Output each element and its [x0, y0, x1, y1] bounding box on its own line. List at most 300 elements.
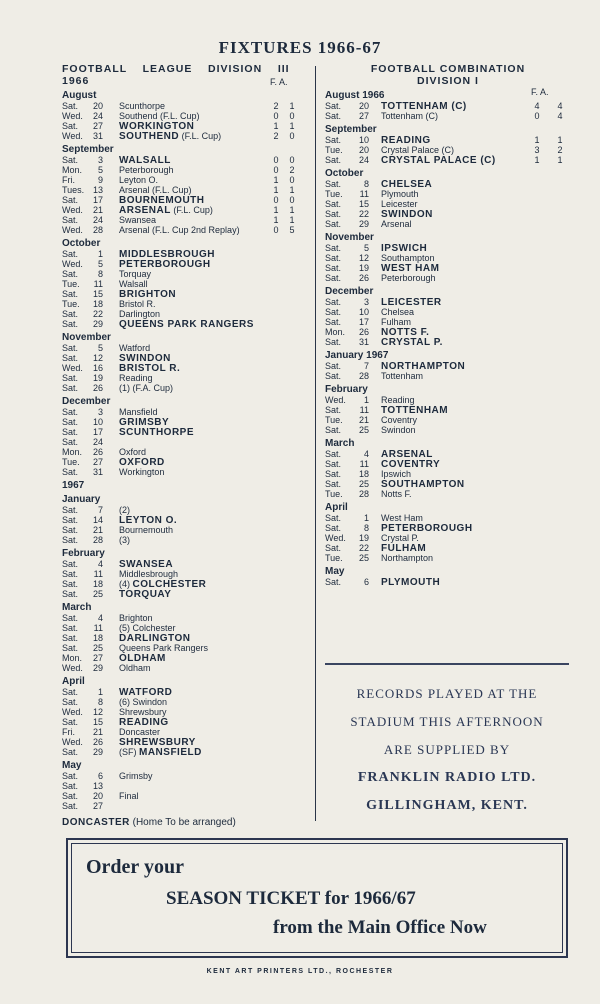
- fixture-day: Wed.: [62, 663, 83, 673]
- fixture-opponent-cell: [119, 319, 254, 330]
- fixture-date: 27: [92, 457, 103, 467]
- away-opponent: Bristol R.: [119, 299, 156, 309]
- fixture-date: 11: [93, 279, 103, 289]
- fixture-day: Sat.: [325, 449, 342, 459]
- home-opponent: WEST HAM: [381, 263, 440, 274]
- away-opponent: Chelsea: [381, 307, 415, 317]
- home-opponent: SWINDON: [381, 209, 433, 220]
- fixture-day: Sat.: [62, 623, 79, 633]
- home-opponent: NOTTS F.: [381, 327, 430, 338]
- home-opponent: SCUNTHORPE: [119, 427, 195, 438]
- goals-for: 2: [273, 131, 279, 141]
- fixture-date: 21: [92, 205, 103, 215]
- fixture-opponent-cell: [381, 425, 416, 435]
- fixture-day: Tue.: [62, 457, 80, 467]
- fixture-date: 15: [358, 199, 369, 209]
- fixture-opponent-cell: [119, 505, 130, 515]
- month-heading: October: [325, 168, 364, 179]
- fixture-date: 1: [97, 687, 103, 697]
- away-opponent: Peterborough: [381, 273, 436, 283]
- home-opponent: BRIGHTON: [119, 289, 177, 300]
- home-opponent: CRYSTAL PALACE (C): [381, 155, 496, 166]
- page-title: FIXTURES 1966-67: [218, 38, 382, 57]
- fixture-day: Sat.: [325, 469, 342, 479]
- fixture-row: [62, 269, 302, 279]
- fixture-opponent-cell: [381, 145, 454, 155]
- fixture-row: [325, 219, 571, 229]
- fixture-row: [62, 165, 302, 175]
- fixture-day: Mon.: [62, 165, 83, 175]
- fixture-day: Sat.: [62, 747, 79, 757]
- fixture-row: [62, 249, 302, 259]
- fixture-date: 29: [92, 663, 103, 673]
- fixture-row: [325, 145, 571, 155]
- fixture-day: Wed.: [62, 205, 83, 215]
- fixture-row: [325, 209, 571, 219]
- home-opponent: FULHAM: [381, 543, 427, 554]
- fixture-date: 11: [93, 569, 103, 579]
- fixture-day: Sat.: [325, 199, 342, 209]
- month-heading: November: [62, 332, 111, 343]
- home-opponent: SWANSEA: [119, 559, 174, 570]
- fixture-opponent-cell: [119, 663, 151, 673]
- fixture-day: Sat.: [325, 135, 342, 145]
- fixture-date: 3: [97, 155, 103, 165]
- fixture-row: [62, 185, 302, 195]
- fixture-day: Sat.: [325, 273, 342, 283]
- fixture-opponent-cell: [381, 155, 496, 166]
- fixture-date: 27: [92, 653, 103, 663]
- fixture-day: Sat.: [62, 781, 79, 791]
- fixture-date: 3: [363, 297, 369, 307]
- fixture-day: Tue.: [325, 489, 343, 499]
- fixture-row: [62, 353, 302, 363]
- fixture-day: Wed.: [62, 225, 83, 235]
- column-divider: [315, 66, 316, 821]
- away-opponent: Brighton: [119, 613, 153, 623]
- fixture-opponent-cell: [381, 415, 417, 425]
- home-opponent: QUEENS PARK RANGERS: [119, 319, 254, 330]
- fixture-date: 14: [92, 515, 103, 525]
- fixture-date: 16: [92, 363, 103, 373]
- fixture-date: 19: [358, 263, 369, 273]
- away-opponent: Doncaster: [119, 727, 161, 737]
- goals-against: 0: [289, 175, 295, 185]
- away-opponent: Swansea: [119, 215, 157, 225]
- fixture-day: Fri.: [62, 175, 75, 185]
- goals-for: 1: [273, 205, 279, 215]
- fixture-date: 28: [92, 225, 103, 235]
- goals-against: 1: [289, 101, 295, 111]
- away-opponent: Grimsby: [119, 771, 153, 781]
- fixture-date: 15: [92, 289, 103, 299]
- fixture-row: [325, 297, 571, 307]
- home-opponent: OLDHAM: [119, 653, 166, 664]
- fixture-row: [62, 407, 302, 417]
- fixture-opponent-cell: [119, 643, 208, 653]
- fixture-row: [325, 307, 571, 317]
- home-opponent: MIDDLESBROUGH: [119, 249, 215, 260]
- away-opponent: Crystal Palace (C): [381, 145, 455, 155]
- fixture-row: [325, 449, 571, 459]
- month-heading: March: [325, 438, 355, 449]
- records-notice: [325, 680, 569, 820]
- away-opponent: Mansfield: [119, 407, 158, 417]
- goals-for: 1: [273, 185, 279, 195]
- away-opponent: Reading: [119, 373, 153, 383]
- fixture-date: 13: [92, 781, 103, 791]
- fixture-opponent-cell: [119, 407, 158, 417]
- fixture-opponent-cell: [381, 253, 435, 263]
- home-opponent: COLCHESTER: [132, 579, 207, 590]
- fixture-date: 8: [97, 697, 103, 707]
- records-line-3: ARE SUPPLIED BY: [383, 742, 511, 757]
- home-opponent: BRISTOL R.: [119, 363, 181, 374]
- fixture-day: Wed.: [62, 707, 83, 717]
- fixture-day: Sat.: [62, 791, 79, 801]
- fixture-day: Tue.: [62, 279, 80, 289]
- fixture-date: 11: [359, 405, 369, 415]
- away-opponent: Coventry: [381, 415, 418, 425]
- fixture-day: Sat.: [325, 317, 342, 327]
- fixture-opponent-cell: [381, 111, 438, 121]
- fixture-row: [325, 101, 571, 111]
- fixture-opponent-cell: [119, 343, 150, 353]
- away-opponent: (1) (F.A. Cup): [119, 383, 174, 393]
- fixture-date: 28: [358, 489, 369, 499]
- home-opponent: WALSALL: [119, 155, 171, 166]
- home-opponent: PETERBOROUGH: [381, 523, 473, 534]
- fixture-day: Wed.: [62, 363, 83, 373]
- fixture-day: Tue.: [325, 189, 343, 199]
- fixture-row: [62, 259, 302, 269]
- fixture-opponent-cell: [381, 489, 412, 499]
- home-opponent: ARSENAL: [381, 449, 433, 460]
- fixture-date: 3: [97, 407, 103, 417]
- fixture-day: Sat.: [62, 383, 79, 393]
- fixture-date: 22: [358, 209, 369, 219]
- fixture-day: Sat.: [325, 371, 342, 381]
- fixture-day: Sat.: [62, 525, 79, 535]
- fixture-day: Sat.: [325, 307, 342, 317]
- home-opponent: GRIMSBY: [119, 417, 170, 428]
- fixture-opponent-cell: [119, 727, 160, 737]
- goals-for: 1: [273, 121, 279, 131]
- home-opponent: SOUTHAMPTON: [381, 479, 465, 490]
- fixture-date: 4: [97, 559, 103, 569]
- league-header: FOOTBALL LEAGUE DIVISION III: [62, 63, 290, 75]
- away-opponent: Workington: [119, 467, 165, 477]
- fixture-row: [62, 525, 302, 535]
- away-opponent: Leyton O.: [119, 175, 159, 185]
- fixture-row: [325, 405, 571, 415]
- fixture-date: 25: [92, 643, 103, 653]
- fixture-day: Sat.: [62, 771, 79, 781]
- month-heading: April: [62, 676, 85, 687]
- home-opponent: CHELSEA: [381, 179, 433, 190]
- fixture-opponent-cell: [119, 165, 174, 175]
- league-year: 1966: [62, 75, 90, 87]
- fixture-day: Mon.: [325, 327, 346, 337]
- fixture-opponent-cell: [381, 337, 443, 348]
- fixture-row: [62, 457, 302, 467]
- fixture-date: 25: [358, 553, 369, 563]
- goals-for: 3: [534, 145, 540, 155]
- fixture-day: Sat.: [62, 309, 79, 319]
- fixture-row: [62, 309, 302, 319]
- away-opponent: Arsenal (F.L. Cup): [119, 185, 192, 195]
- fixture-date: 5: [97, 165, 103, 175]
- away-opponent: (5) Colchester: [119, 623, 176, 633]
- fixture-opponent-cell: [381, 371, 423, 381]
- away-opponent: West Ham: [381, 513, 423, 523]
- fixture-date: 29: [358, 219, 369, 229]
- home-opponent: TORQUAY: [119, 589, 172, 600]
- fixture-row: [62, 515, 302, 525]
- fixture-row: [325, 459, 571, 469]
- fixture-opponent-cell: [119, 299, 156, 309]
- fixture-row: [62, 289, 302, 299]
- fixture-day: Fri.: [62, 727, 75, 737]
- fixture-row: [62, 363, 302, 373]
- fixture-opponent-cell: [119, 279, 148, 289]
- fixture-opponent-cell: [119, 131, 221, 142]
- fixture-row: [325, 189, 571, 199]
- fixture-opponent-cell: [381, 199, 418, 209]
- goals-against: 4: [557, 111, 563, 121]
- fixture-row: [62, 319, 302, 329]
- fixture-date: 31: [358, 337, 369, 347]
- fixture-row: [325, 395, 571, 405]
- fixture-day: Sat.: [62, 373, 79, 383]
- fixture-opponent-cell: [119, 101, 165, 111]
- fixture-date: 12: [92, 353, 103, 363]
- fixture-day: Sat.: [62, 417, 79, 427]
- away-opponent: Arsenal (F.L. Cup 2nd Replay): [119, 225, 240, 235]
- fixture-date: 24: [92, 437, 103, 447]
- month-heading: December: [325, 286, 374, 297]
- fixture-day: Sat.: [62, 613, 79, 623]
- fixture-opponent-cell: [381, 469, 411, 479]
- fixture-day: Sat.: [325, 425, 342, 435]
- fixture-day: Sat.: [62, 437, 79, 447]
- goals-for: 4: [534, 101, 540, 111]
- fixture-row: [62, 613, 302, 623]
- fixture-date: 10: [358, 307, 369, 317]
- fixture-day: Sat.: [62, 515, 79, 525]
- fixture-date: 31: [92, 131, 103, 141]
- fixture-day: Sat.: [62, 717, 79, 727]
- fixture-date: 26: [358, 273, 369, 283]
- fixture-opponent-cell: [381, 395, 415, 405]
- fixture-date: 18: [92, 299, 103, 309]
- away-opponent: (3): [119, 535, 130, 545]
- fixture-date: 8: [363, 523, 369, 533]
- fixture-date: 24: [92, 111, 103, 121]
- away-opponent: Tottenham (C): [381, 111, 439, 121]
- fixture-row: [62, 589, 302, 599]
- fixture-row: [62, 559, 302, 569]
- month-heading: September: [325, 124, 377, 135]
- fixture-row: [62, 373, 302, 383]
- fixture-day: Sat.: [62, 215, 79, 225]
- away-opponent: Leicester: [381, 199, 418, 209]
- away-opponent: Arsenal: [381, 219, 412, 229]
- fixture-opponent-cell: [381, 553, 433, 563]
- goals-against: 2: [289, 165, 295, 175]
- fixture-row: [62, 205, 302, 215]
- home-opponent: PLYMOUTH: [381, 577, 441, 588]
- fixture-day: Tue.: [325, 553, 343, 563]
- month-heading: January 1967: [325, 350, 389, 361]
- fixture-competition: (F.L. Cup): [179, 131, 222, 141]
- away-opponent: Oxford: [119, 447, 147, 457]
- fixture-opponent-cell: [381, 307, 414, 317]
- fixture-row: [325, 553, 571, 563]
- away-opponent: Middlesbrough: [119, 569, 179, 579]
- fixture-day: Sat.: [325, 243, 342, 253]
- fixture-row: [325, 337, 571, 347]
- fixture-row: [325, 577, 571, 587]
- month-heading: May: [62, 760, 82, 771]
- fixture-date: 10: [358, 135, 369, 145]
- home-opponent: TOTTENHAM (C): [381, 101, 467, 112]
- goals-against: 4: [557, 101, 563, 111]
- goals-for: 0: [273, 111, 279, 121]
- fixture-day: Sat.: [325, 479, 342, 489]
- fixture-day: Sat.: [62, 427, 79, 437]
- fixture-date: 24: [92, 215, 103, 225]
- fixture-date: 1: [97, 249, 103, 259]
- fixture-day: Wed.: [325, 395, 346, 405]
- league-fixtures-column: [62, 63, 302, 829]
- goals-against: 5: [289, 225, 295, 235]
- fixture-day: Sat.: [325, 219, 342, 229]
- fixture-day: Sat.: [62, 687, 79, 697]
- combination-fixture-list: [325, 90, 571, 587]
- fixture-row: [62, 383, 302, 393]
- fixture-opponent-cell: [381, 273, 436, 283]
- goals-for: 0: [273, 225, 279, 235]
- fixture-date: 1: [363, 513, 369, 523]
- fixture-date: 11: [93, 623, 103, 633]
- goals-for: 2: [273, 101, 279, 111]
- fixture-date: 7: [363, 361, 369, 371]
- fixture-day: Sat.: [62, 155, 79, 165]
- goals-against: 0: [289, 131, 295, 141]
- home-opponent: WORKINGTON: [119, 121, 195, 132]
- fixture-date: 11: [359, 189, 369, 199]
- fixture-opponent-cell: [119, 613, 153, 623]
- fixture-day: Sat.: [62, 319, 79, 329]
- away-opponent: Swindon: [381, 425, 416, 435]
- home-opponent: LEYTON O.: [119, 515, 178, 526]
- away-opponent: Plymouth: [381, 189, 419, 199]
- away-opponent: Southend (F.L. Cup): [119, 111, 200, 121]
- goals-for: 0: [273, 155, 279, 165]
- fixture-row: [325, 543, 571, 553]
- fixture-day: Sat.: [62, 579, 79, 589]
- fixture-row: [62, 579, 302, 589]
- fixture-row: [62, 643, 302, 653]
- fixture-row: [62, 195, 302, 205]
- fixture-day: Sat.: [62, 697, 79, 707]
- fixture-date: 1: [363, 395, 369, 405]
- fixture-row: [62, 467, 302, 477]
- fixture-day: Sat.: [62, 467, 79, 477]
- fixture-opponent-cell: [381, 577, 440, 588]
- fixture-row: [62, 737, 302, 747]
- goals-against: 2: [557, 145, 563, 155]
- fixture-date: 19: [92, 373, 103, 383]
- goals-against: 0: [289, 195, 295, 205]
- fixture-date: 25: [92, 589, 103, 599]
- fixture-date: 18: [92, 633, 103, 643]
- fixture-opponent-cell: [119, 771, 153, 781]
- fixture-date: 20: [92, 101, 103, 111]
- fixture-opponent-cell: [119, 185, 192, 195]
- season-ticket-advert: [66, 838, 568, 958]
- away-opponent: Fulham: [381, 317, 412, 327]
- fixture-date: 18: [92, 579, 103, 589]
- fixture-date: 26: [92, 737, 103, 747]
- goals-against: 0: [289, 111, 295, 121]
- goals-against: 1: [289, 205, 295, 215]
- league-fa-header: F. A.: [270, 77, 288, 87]
- fixture-day: Tue.: [62, 299, 80, 309]
- home-opponent: ARSENAL: [119, 205, 171, 216]
- fixture-day: Sat.: [325, 209, 342, 219]
- fixture-date: 8: [363, 179, 369, 189]
- fixture-day: Wed.: [62, 259, 83, 269]
- ticket-line-3: from the Main Office Now: [273, 917, 487, 938]
- fixture-row: [62, 653, 302, 663]
- away-opponent: Crystal P.: [381, 533, 419, 543]
- goals-against: 1: [289, 121, 295, 131]
- fixture-day: Sat.: [62, 289, 79, 299]
- away-opponent: Bournemouth: [119, 525, 174, 535]
- fixture-opponent-cell: [119, 269, 151, 279]
- fixture-date: 29: [92, 747, 103, 757]
- ticket-line-2: SEASON TICKET for 1966/67: [166, 888, 416, 909]
- goals-against: 1: [289, 185, 295, 195]
- fixture-date: 12: [92, 707, 103, 717]
- fixture-row: [62, 633, 302, 643]
- away-opponent: Final: [119, 791, 139, 801]
- away-opponent: Oldham: [119, 663, 151, 673]
- fixture-date: 26: [92, 383, 103, 393]
- fixture-day: Sat.: [325, 459, 342, 469]
- away-opponent: Scunthorpe: [119, 101, 166, 111]
- goals-against: 1: [289, 215, 295, 225]
- month-heading: March: [62, 602, 92, 613]
- fixture-day: Tues.: [62, 185, 85, 195]
- home-opponent: SOUTHEND: [119, 131, 180, 142]
- fixture-day: Sat.: [62, 407, 79, 417]
- fixture-row: [325, 469, 571, 479]
- fixture-day: Sat.: [62, 505, 79, 515]
- fixture-date: 25: [358, 479, 369, 489]
- fixture-row: [325, 317, 571, 327]
- fixture-opponent-cell: [381, 317, 411, 327]
- fixture-row: [62, 791, 302, 801]
- fixture-competition: (F.L. Cup): [170, 205, 213, 215]
- fixture-date: 4: [363, 449, 369, 459]
- fixture-date: 28: [92, 535, 103, 545]
- fixture-date: 22: [358, 543, 369, 553]
- fixture-row: [62, 687, 302, 697]
- doncaster-label: DONCASTER: [62, 817, 130, 828]
